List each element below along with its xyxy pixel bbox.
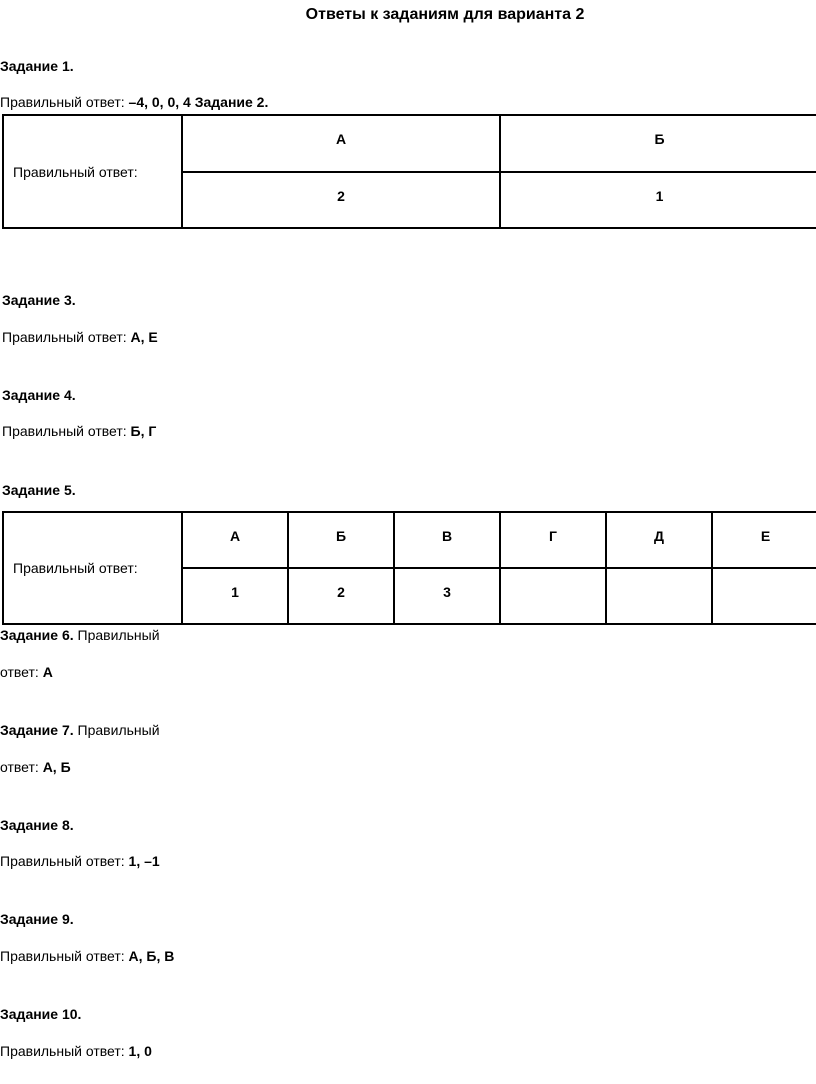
task-6-heading-line	[0, 626, 160, 644]
answer-label: Правильный ответ:	[0, 948, 125, 964]
task-6-heading: Задание 6.	[0, 627, 74, 643]
task-1-heading: Задание 1.	[0, 58, 74, 74]
task-5-value-cell	[606, 568, 712, 624]
task-5-table	[2, 511, 816, 625]
answer-label-cell: Правильный ответ:	[3, 115, 182, 228]
task-4-answer-line	[2, 422, 156, 440]
task-4-answer: Б, Г	[130, 423, 157, 439]
task-6-answer: А	[42, 664, 53, 680]
task-5-header-cell: Д	[606, 512, 712, 568]
task-5-value-cell: 2	[288, 568, 394, 624]
task-5-value-cell	[712, 568, 816, 624]
task-5-value-cell: 3	[394, 568, 500, 624]
answer-label: Правильный ответ:	[2, 329, 127, 345]
task-10-answer-line	[0, 1042, 152, 1060]
task-2-header-cell: А	[182, 115, 500, 172]
task-2-value-cell: 2	[182, 172, 500, 228]
answer-label-second: ответ:	[0, 759, 39, 775]
task-2-value-cell: 1	[500, 172, 816, 228]
page-title: Ответы к заданиям для варианта 2	[305, 6, 585, 23]
task-5-value-cell: 1	[182, 568, 288, 624]
task-2-header-cell: Б	[500, 115, 816, 172]
answer-label-second: ответ:	[0, 664, 39, 680]
task-1-answer-line	[0, 93, 268, 111]
task-5-header-cell: В	[394, 512, 500, 568]
task-7-answer-line	[0, 758, 71, 776]
task-5-value-cell	[500, 568, 606, 624]
answer-label-cell: Правильный ответ:	[3, 512, 182, 624]
answer-label: Правильный ответ:	[0, 94, 125, 110]
answer-label: Правильный ответ:	[0, 853, 125, 869]
task-9-heading: Задание 9.	[0, 911, 74, 927]
task-2-heading: Задание 2.	[194, 94, 269, 110]
task-6-answer-line	[0, 663, 53, 681]
task-9-answer: А, Б, В	[128, 948, 175, 964]
task-10-answer: 1, 0	[128, 1043, 152, 1059]
answer-label-first: Правильный	[77, 722, 160, 738]
task-7-heading: Задание 7.	[0, 722, 74, 738]
task-4-heading: Задание 4.	[2, 387, 76, 403]
answer-label: Правильный ответ:	[0, 1043, 125, 1059]
task-9-answer-line	[0, 947, 174, 965]
task-2-table	[2, 114, 816, 229]
task-7-heading-line	[0, 721, 160, 739]
task-8-answer: 1, –1	[128, 853, 160, 869]
task-3-heading: Задание 3.	[2, 292, 76, 308]
task-3-answer: А, Е	[130, 329, 158, 345]
task-10-heading: Задание 10.	[0, 1006, 82, 1022]
task-3-answer-line	[2, 328, 158, 346]
task-5-header-cell: Г	[500, 512, 606, 568]
answer-label-first: Правильный	[77, 627, 160, 643]
task-8-answer-line	[0, 852, 160, 870]
task-5-header-cell: Б	[288, 512, 394, 568]
task-1-answer: –4, 0, 0, 4	[128, 94, 191, 110]
answer-label: Правильный ответ:	[2, 423, 127, 439]
task-8-heading: Задание 8.	[0, 817, 74, 833]
task-5-heading: Задание 5.	[2, 482, 76, 498]
task-5-header-cell: Е	[712, 512, 816, 568]
task-7-answer: А, Б	[42, 759, 71, 775]
task-5-header-cell: А	[182, 512, 288, 568]
